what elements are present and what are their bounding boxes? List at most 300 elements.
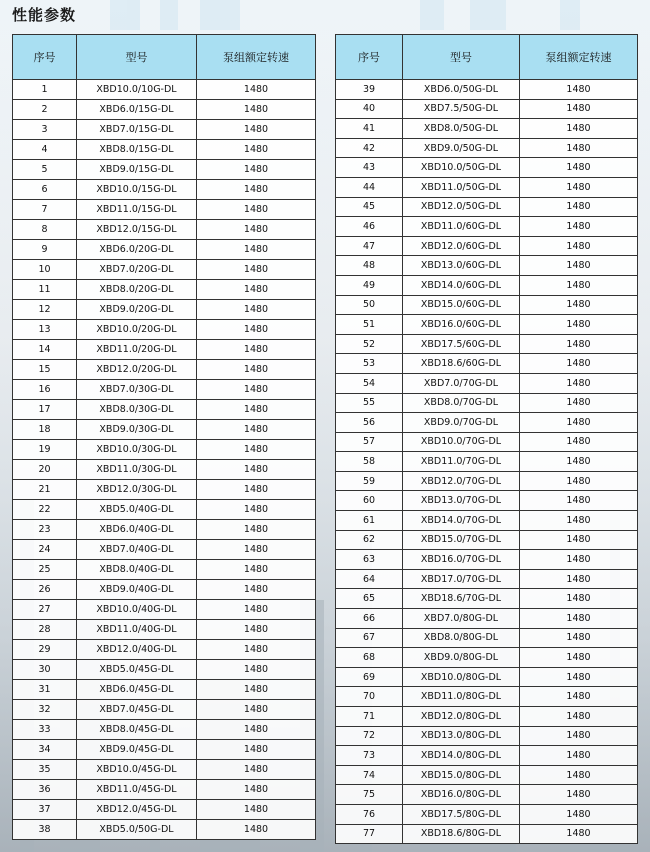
table-row [13,580,316,600]
cell-model: XBD10.0/40G-DL [77,600,197,620]
table-row [336,824,638,844]
cell-rated-speed: 1480 [197,820,316,840]
cell-index: 61 [336,511,403,531]
cell-model: XBD7.0/40G-DL [77,540,197,560]
cell-model: XBD10.0/20G-DL [77,320,197,340]
cell-model: XBD6.0/15G-DL [77,100,197,120]
cell-index: 64 [336,569,403,589]
table-row [13,140,316,160]
cell-model: XBD12.0/80G-DL [403,707,520,727]
table-row [336,80,638,100]
cell-index: 60 [336,491,403,511]
cell-index: 37 [13,800,77,820]
cell-index: 43 [336,158,403,178]
header-rated-speed: 泵组额定转速 [520,35,638,80]
cell-rated-speed: 1480 [520,217,638,237]
cell-model: XBD6.0/50G-DL [403,80,520,100]
table-row [13,440,316,460]
cell-model: XBD11.0/80G-DL [403,687,520,707]
cell-model: XBD11.0/15G-DL [77,200,197,220]
cell-rated-speed: 1480 [197,300,316,320]
cell-index: 4 [13,140,77,160]
cell-model: XBD13.0/80G-DL [403,726,520,746]
cell-model: XBD9.0/80G-DL [403,648,520,668]
cell-index: 54 [336,373,403,393]
cell-index: 52 [336,334,403,354]
cell-model: XBD16.0/70G-DL [403,550,520,570]
cell-rated-speed: 1480 [197,360,316,380]
table-row [13,500,316,520]
cell-model: XBD11.0/50G-DL [403,177,520,197]
cell-model: XBD10.0/10G-DL [77,80,197,100]
cell-model: XBD9.0/15G-DL [77,160,197,180]
table-row [13,460,316,480]
table-row [336,648,638,668]
cell-model: XBD16.0/80G-DL [403,785,520,805]
cell-model: XBD15.0/60G-DL [403,295,520,315]
cell-rated-speed: 1480 [520,80,638,100]
table-row [336,589,638,609]
table-row [336,471,638,491]
cell-model: XBD15.0/70G-DL [403,530,520,550]
table-row [13,520,316,540]
cell-rated-speed: 1480 [197,220,316,240]
cell-model: XBD12.0/15G-DL [77,220,197,240]
cell-rated-speed: 1480 [197,620,316,640]
table-row [13,200,316,220]
table-row [13,660,316,680]
cell-rated-speed: 1480 [520,628,638,648]
table-row [336,334,638,354]
table-row [336,804,638,824]
table-row [336,373,638,393]
cell-model: XBD9.0/40G-DL [77,580,197,600]
table-row [13,120,316,140]
cell-model: XBD9.0/45G-DL [77,740,197,760]
header-index: 序号 [13,35,77,80]
cell-model: XBD12.0/70G-DL [403,471,520,491]
cell-model: XBD9.0/30G-DL [77,420,197,440]
cell-index: 32 [13,700,77,720]
table-row [13,540,316,560]
cell-rated-speed: 1480 [520,765,638,785]
table-row [336,550,638,570]
cell-rated-speed: 1480 [520,511,638,531]
cell-rated-speed: 1480 [520,256,638,276]
table-row [336,785,638,805]
cell-model: XBD14.0/60G-DL [403,275,520,295]
table-row [336,511,638,531]
cell-rated-speed: 1480 [197,380,316,400]
cell-index: 72 [336,726,403,746]
cell-model: XBD11.0/60G-DL [403,217,520,237]
cell-rated-speed: 1480 [520,315,638,335]
cell-model: XBD5.0/50G-DL [77,820,197,840]
cell-model: XBD12.0/30G-DL [77,480,197,500]
cell-rated-speed: 1480 [520,119,638,139]
table-row [336,236,638,256]
cell-index: 17 [13,400,77,420]
cell-rated-speed: 1480 [520,667,638,687]
cell-index: 69 [336,667,403,687]
table-row [13,640,316,660]
cell-index: 9 [13,240,77,260]
cell-rated-speed: 1480 [520,275,638,295]
cell-rated-speed: 1480 [197,780,316,800]
cell-model: XBD6.0/40G-DL [77,520,197,540]
cell-model: XBD15.0/80G-DL [403,765,520,785]
cell-model: XBD12.0/40G-DL [77,640,197,660]
cell-index: 50 [336,295,403,315]
cell-index: 62 [336,530,403,550]
cell-model: XBD13.0/70G-DL [403,491,520,511]
table-row [336,707,638,727]
cell-index: 27 [13,600,77,620]
cell-index: 42 [336,138,403,158]
cell-index: 15 [13,360,77,380]
cell-model: XBD9.0/50G-DL [403,138,520,158]
table-row [13,600,316,620]
cell-model: XBD17.0/70G-DL [403,569,520,589]
cell-index: 23 [13,520,77,540]
cell-model: XBD17.5/60G-DL [403,334,520,354]
cell-index: 13 [13,320,77,340]
cell-rated-speed: 1480 [197,540,316,560]
cell-model: XBD17.5/80G-DL [403,804,520,824]
cell-rated-speed: 1480 [520,452,638,472]
cell-rated-speed: 1480 [520,373,638,393]
cell-model: XBD7.0/20G-DL [77,260,197,280]
cell-index: 19 [13,440,77,460]
cell-rated-speed: 1480 [520,295,638,315]
cell-index: 45 [336,197,403,217]
cell-rated-speed: 1480 [197,660,316,680]
cell-index: 40 [336,99,403,119]
cell-model: XBD16.0/60G-DL [403,315,520,335]
cell-index: 25 [13,560,77,580]
cell-rated-speed: 1480 [197,680,316,700]
table-row [13,560,316,580]
table-row [336,609,638,629]
table-row [336,452,638,472]
cell-rated-speed: 1480 [197,720,316,740]
cell-model: XBD13.0/60G-DL [403,256,520,276]
cell-index: 66 [336,609,403,629]
cell-model: XBD9.0/70G-DL [403,413,520,433]
table-row [336,413,638,433]
cell-model: XBD8.0/50G-DL [403,119,520,139]
cell-index: 7 [13,200,77,220]
cell-rated-speed: 1480 [520,491,638,511]
cell-model: XBD9.0/20G-DL [77,300,197,320]
cell-rated-speed: 1480 [197,440,316,460]
cell-index: 71 [336,707,403,727]
cell-index: 31 [13,680,77,700]
cell-rated-speed: 1480 [520,824,638,844]
cell-model: XBD7.0/80G-DL [403,609,520,629]
cell-index: 39 [336,80,403,100]
table-row [13,760,316,780]
table-row [13,360,316,380]
cell-model: XBD7.0/15G-DL [77,120,197,140]
cell-index: 36 [13,780,77,800]
cell-index: 22 [13,500,77,520]
cell-index: 2 [13,100,77,120]
cell-index: 33 [13,720,77,740]
page-title: 性能参数 [12,6,77,24]
cell-rated-speed: 1480 [197,140,316,160]
cell-model: XBD18.6/80G-DL [403,824,520,844]
cell-rated-speed: 1480 [520,236,638,256]
cell-index: 68 [336,648,403,668]
cell-rated-speed: 1480 [520,785,638,805]
cell-index: 16 [13,380,77,400]
cell-rated-speed: 1480 [520,746,638,766]
cell-index: 26 [13,580,77,600]
cell-model: XBD8.0/70G-DL [403,393,520,413]
cell-model: XBD8.0/15G-DL [77,140,197,160]
cell-rated-speed: 1480 [520,569,638,589]
cell-rated-speed: 1480 [520,354,638,374]
performance-table-right [335,34,638,844]
table-row [336,432,638,452]
table-row [13,380,316,400]
cell-model: XBD8.0/20G-DL [77,280,197,300]
table-row [336,315,638,335]
table-row [336,569,638,589]
cell-index: 57 [336,432,403,452]
table-row [13,780,316,800]
cell-rated-speed: 1480 [197,460,316,480]
cell-rated-speed: 1480 [197,480,316,500]
cell-model: XBD18.6/60G-DL [403,354,520,374]
table-row [13,480,316,500]
table-row [336,99,638,119]
cell-model: XBD11.0/70G-DL [403,452,520,472]
cell-model: XBD12.0/60G-DL [403,236,520,256]
cell-model: XBD12.0/45G-DL [77,800,197,820]
cell-model: XBD10.0/45G-DL [77,760,197,780]
cell-model: XBD18.6/70G-DL [403,589,520,609]
cell-index: 77 [336,824,403,844]
table-row [336,667,638,687]
table-row [13,260,316,280]
cell-model: XBD8.0/80G-DL [403,628,520,648]
cell-model: XBD10.0/30G-DL [77,440,197,460]
cell-model: XBD11.0/30G-DL [77,460,197,480]
table-row [336,119,638,139]
cell-model: XBD6.0/45G-DL [77,680,197,700]
cell-model: XBD5.0/45G-DL [77,660,197,680]
cell-model: XBD7.5/50G-DL [403,99,520,119]
table-row [336,491,638,511]
cell-rated-speed: 1480 [520,432,638,452]
table-row [13,720,316,740]
cell-rated-speed: 1480 [197,260,316,280]
table-row [13,740,316,760]
table-row [13,400,316,420]
cell-rated-speed: 1480 [520,138,638,158]
table-row [13,240,316,260]
cell-rated-speed: 1480 [520,589,638,609]
table-row [336,158,638,178]
header-index: 序号 [336,35,403,80]
cell-index: 1 [13,80,77,100]
cell-index: 65 [336,589,403,609]
cell-rated-speed: 1480 [520,726,638,746]
cell-rated-speed: 1480 [197,760,316,780]
cell-rated-speed: 1480 [197,560,316,580]
cell-rated-speed: 1480 [520,334,638,354]
cell-rated-speed: 1480 [197,640,316,660]
cell-index: 21 [13,480,77,500]
cell-index: 51 [336,315,403,335]
cell-rated-speed: 1480 [197,120,316,140]
cell-rated-speed: 1480 [520,197,638,217]
table-row [336,687,638,707]
cell-rated-speed: 1480 [197,320,316,340]
cell-rated-speed: 1480 [520,648,638,668]
cell-rated-speed: 1480 [520,413,638,433]
cell-rated-speed: 1480 [520,158,638,178]
cell-rated-speed: 1480 [197,200,316,220]
cell-model: XBD7.0/70G-DL [403,373,520,393]
cell-model: XBD12.0/20G-DL [77,360,197,380]
table-row [13,160,316,180]
cell-index: 29 [13,640,77,660]
cell-index: 74 [336,765,403,785]
cell-index: 56 [336,413,403,433]
table-row [336,138,638,158]
cell-index: 24 [13,540,77,560]
cell-index: 28 [13,620,77,640]
table-row [13,680,316,700]
cell-rated-speed: 1480 [197,400,316,420]
cell-index: 49 [336,275,403,295]
cell-index: 59 [336,471,403,491]
cell-rated-speed: 1480 [197,180,316,200]
cell-rated-speed: 1480 [197,240,316,260]
table-header-row [336,35,638,80]
cell-model: XBD11.0/20G-DL [77,340,197,360]
cell-rated-speed: 1480 [197,580,316,600]
cell-index: 11 [13,280,77,300]
table-row [336,354,638,374]
cell-index: 70 [336,687,403,707]
cell-rated-speed: 1480 [197,80,316,100]
table-row [13,100,316,120]
table-row [13,800,316,820]
cell-model: XBD7.0/45G-DL [77,700,197,720]
cell-index: 44 [336,177,403,197]
cell-rated-speed: 1480 [520,471,638,491]
cell-index: 18 [13,420,77,440]
cell-model: XBD10.0/80G-DL [403,667,520,687]
cell-rated-speed: 1480 [197,500,316,520]
table-row [13,320,316,340]
table-row [336,295,638,315]
cell-index: 14 [13,340,77,360]
cell-index: 53 [336,354,403,374]
cell-model: XBD14.0/70G-DL [403,511,520,531]
header-model: 型号 [77,35,197,80]
table-row [13,820,316,840]
cell-rated-speed: 1480 [520,530,638,550]
cell-index: 8 [13,220,77,240]
cell-index: 58 [336,452,403,472]
cell-index: 75 [336,785,403,805]
cell-index: 76 [336,804,403,824]
cell-index: 47 [336,236,403,256]
cell-index: 5 [13,160,77,180]
cell-rated-speed: 1480 [197,340,316,360]
cell-index: 48 [336,256,403,276]
table-row [13,340,316,360]
cell-index: 67 [336,628,403,648]
table-row [336,746,638,766]
cell-model: XBD8.0/45G-DL [77,720,197,740]
table-row [13,300,316,320]
cell-index: 63 [336,550,403,570]
cell-rated-speed: 1480 [197,420,316,440]
table-row [336,726,638,746]
cell-index: 3 [13,120,77,140]
table-row [336,628,638,648]
table-row [336,217,638,237]
cell-index: 30 [13,660,77,680]
cell-model: XBD10.0/15G-DL [77,180,197,200]
cell-rated-speed: 1480 [520,393,638,413]
cell-index: 35 [13,760,77,780]
cell-model: XBD8.0/40G-DL [77,560,197,580]
cell-index: 55 [336,393,403,413]
cell-rated-speed: 1480 [520,804,638,824]
table-row [336,197,638,217]
table-row [336,177,638,197]
table-header-row [13,35,316,80]
table-row [13,180,316,200]
header-rated-speed: 泵组额定转速 [197,35,316,80]
cell-model: XBD5.0/40G-DL [77,500,197,520]
cell-rated-speed: 1480 [520,99,638,119]
table-row [13,700,316,720]
cell-rated-speed: 1480 [520,707,638,727]
table-row [336,393,638,413]
cell-index: 73 [336,746,403,766]
cell-rated-speed: 1480 [197,520,316,540]
cell-rated-speed: 1480 [197,160,316,180]
cell-model: XBD8.0/30G-DL [77,400,197,420]
cell-rated-speed: 1480 [197,800,316,820]
cell-rated-speed: 1480 [197,280,316,300]
table-row [13,80,316,100]
cell-model: XBD12.0/50G-DL [403,197,520,217]
cell-rated-speed: 1480 [197,600,316,620]
cell-index: 6 [13,180,77,200]
cell-rated-speed: 1480 [197,740,316,760]
cell-model: XBD14.0/80G-DL [403,746,520,766]
cell-model: XBD10.0/70G-DL [403,432,520,452]
table-row [13,620,316,640]
cell-index: 38 [13,820,77,840]
cell-rated-speed: 1480 [197,700,316,720]
header-model: 型号 [403,35,520,80]
cell-model: XBD11.0/40G-DL [77,620,197,640]
cell-index: 20 [13,460,77,480]
cell-rated-speed: 1480 [520,550,638,570]
cell-rated-speed: 1480 [520,177,638,197]
table-row [336,530,638,550]
